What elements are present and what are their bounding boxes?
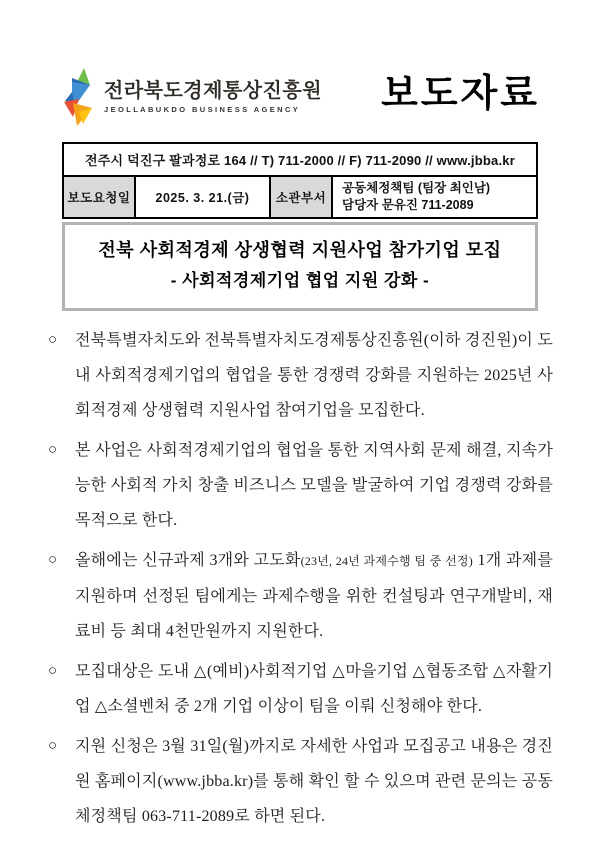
paragraph-bullet: ○ [48,552,58,568]
press-info-table [62,175,538,219]
body-paragraph [48,543,553,649]
paragraph-text [75,543,553,649]
paragraph-text: 모집대상은 도내 △(예비)사회적기업 △마을기업 △협동조합 △자활기업 △소셜벤처 중 2개 기업 이상이 팀을 이뤄 신청해야 한다. [75,663,553,715]
document-header [60,68,540,132]
department-team-line: 공동체정책팀 (팀장 최인남) [342,181,491,195]
agency-logo [60,68,322,130]
press-body [48,323,553,834]
body-paragraph [48,654,553,724]
press-subtitle: - 사회적경제기업 협업 지원 강화 - [170,271,430,290]
paragraph-text-note: (23년, 24년 과제수행 팀 중 선정) [300,554,473,568]
document-type-title: 보도자료 [381,73,540,115]
press-info-row [63,176,537,218]
request-date-value: 2025. 3. 21.(금) [135,176,270,218]
request-date-label: 보도요청일 [63,176,135,218]
paragraph-bullet: ○ [48,663,58,679]
body-paragraph [48,433,553,538]
paragraph-bullet: ○ [48,442,58,458]
paragraph-text: 본 사업은 사회적경제기업의 협업을 통한 지역사회 문제 해결, 지속가능한 사회적 가치 창출 비즈니스 모델을 발굴하여 기업 경쟁력 강화를 목적으로 한다. [75,442,553,529]
address-bar: 전주시 덕진구 팔과정로 164 // T) 711-2000 // F) 711-2090 // www.jbba.kr [62,142,538,175]
body-paragraph [48,729,553,834]
title-box [62,222,538,311]
paragraph-bullet: ○ [48,332,58,348]
paragraph-text-lead: 올해에는 신규과제 3개와 고도화 [75,552,301,569]
department-contact-line: 담당자 문유진 711-2089 [342,198,474,212]
department-value [332,176,537,218]
paragraph-text: 전북특별자치도와 전북특별자치도경제통상진흥원(이하 경진원)이 도내 사회적경제기업의 협업을 통한 경쟁력 강화를 지원하는 2025년 사회적경제 상생협력 지원사업 참여기업을 모집한다. [75,332,553,419]
agency-name-english: JEOLLABUKDO BUSINESS AGENCY [104,105,301,114]
body-paragraph [48,323,553,428]
department-label: 소관부서 [270,176,332,218]
paragraph-text: 지원 신청은 3월 31일(월)까지로 자세한 사업과 모집공고 내용은 경진원 홈페이지(www.jbba.kr)를 통해 확인 할 수 있으며 관련 문의는 공동체정책팀 063-711-2089로 하면 된다. [75,738,553,825]
agency-name-korean: 전라북도경제통상진흥원 [104,80,323,102]
agency-logo-text [104,68,322,114]
paragraph-bullet: ○ [48,738,58,754]
press-title: 전북 사회적경제 상생협력 지원사업 참가기업 모집 [98,240,502,260]
agency-logo-icon [60,68,96,130]
paragraph-text-tail: 1개 과제를 지원하며 선정된 팀에게는 과제수행을 위한 컨설팅과 연구개발비, 재료비 등 최대 4천만원까지 지원한다. [75,552,553,640]
